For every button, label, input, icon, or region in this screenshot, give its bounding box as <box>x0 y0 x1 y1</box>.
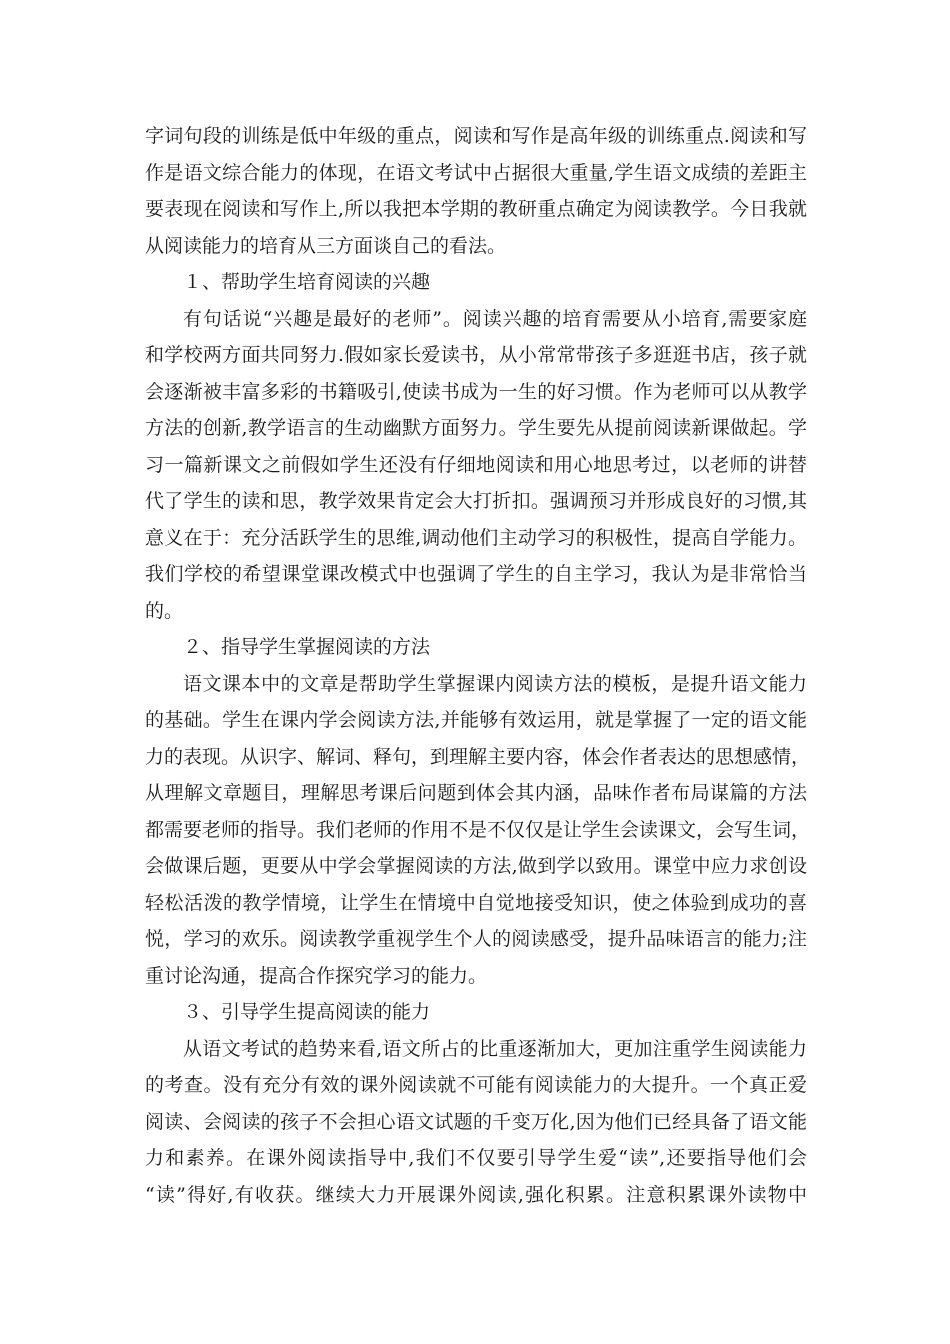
paragraph-line: 力和素养。在课外阅读指导中,我们不仅要引导学生爱“读”,还要指导他们会 <box>145 1147 807 1169</box>
section-heading-2: ２、指导学生掌握阅读的方法 <box>183 636 431 658</box>
paragraph-line: 字词句段的训练是低中年级的重点，阅读和写作是高年级的训练重点.阅读和写 <box>145 125 807 147</box>
paragraph-line: 和学校两方面共同努力.假如家长爱读书，从小常常带孩子多逛逛书店，孩子就 <box>145 344 807 366</box>
paragraph-line: 习一篇新课文之前假如学生还没有仔细地阅读和用心地思考过，以老师的讲替 <box>145 453 807 476</box>
paragraph-line: 作是语文综合能力的体现，在语文考试中占据很大重量,学生语文成绩的差距主 <box>145 161 807 184</box>
paragraph-line: 有句话说“兴趣是最好的老师”。阅读兴趣的培育需要从小培育,需要家庭 <box>183 307 807 330</box>
paragraph-line: 会做课后题，更要从中学会掌握阅读的方法,做到学以致用。课堂中应力求创设 <box>145 855 807 877</box>
paragraph-line: 力的表现。从识字、解词、释句，到理解主要内容，体会作者表达的思想感情， <box>145 745 811 768</box>
paragraph-line: 的考查。没有充分有效的课外阅读就不可能有阅读能力的大提升。一个真正爱 <box>145 1074 807 1096</box>
paragraph-line: 阅读、会阅读的孩子不会担心语文试题的千变万化,因为他们已经具备了语文能 <box>145 1110 807 1133</box>
paragraph-line: 意义在于：充分活跃学生的思维,调动他们主动学习的积极性，提高自学能力。 <box>145 526 807 549</box>
section-heading-1: １、帮助学生培育阅读的兴趣 <box>183 271 431 293</box>
paragraph-line: 我们学校的希望课堂课改模式中也强调了学生的自主学习，我认为是非常恰当 <box>145 563 807 585</box>
paragraph-line: 从理解文章题目，理解思考课后问题到体会其内涵，品味作者布局谋篇的方法 <box>145 782 807 804</box>
section-heading-3: ３、引导学生提高阅读的能力 <box>183 1001 431 1023</box>
paragraph-line: 从语文考试的趋势来看,语文所占的比重逐渐加大，更加注重学生阅读能力 <box>183 1037 807 1060</box>
paragraph-line: 会逐渐被丰富多彩的书籍吸引,使读书成为一生的好习惯。作为老师可以从教学 <box>145 380 807 403</box>
document-body <box>145 118 811 1213</box>
paragraph-line: 方法的创新,教学语言的生动幽默方面努力。学生要先从提前阅读新课做起。学 <box>145 417 807 439</box>
paragraph-line: 都需要老师的指导。我们老师的作用不是不仅仅是让学生会读课文，会写生词， <box>145 818 811 841</box>
paragraph-line: 要表现在阅读和写作上,所以我把本学期的教研重点确定为阅读教学。今日我就 <box>145 198 807 220</box>
paragraph-line: 的基础。学生在课内学会阅读方法,并能够有效运用，就是掌握了一定的语文能 <box>145 709 807 731</box>
paragraph-line: 悦，学习的欢乐。阅读教学重视学生个人的阅读感受，提升品味语言的能力;注 <box>145 928 807 950</box>
paragraph-line: 轻松活泼的教学情境，让学生在情境中自觉地接受知识，使之体验到成功的喜 <box>145 891 807 914</box>
paragraph-line: “读”得好,有收获。继续大力开展课外阅读,强化积累。注意积累课外读物中 <box>145 1183 807 1206</box>
paragraph-line: 语文课本中的文章是帮助学生掌握课内阅读方法的模板，是提升语文能力 <box>183 672 807 695</box>
paragraph-line: 代了学生的读和思，教学效果肯定会大打折扣。强调预习并形成良好的习惯,其 <box>145 490 807 512</box>
paragraph-line: 从阅读能力的培育从三方面谈自己的看法。 <box>145 234 507 257</box>
paragraph-line: 重讨论沟通，提高合作探究学习的能力。 <box>145 964 488 987</box>
paragraph-line: 的。 <box>145 599 184 622</box>
